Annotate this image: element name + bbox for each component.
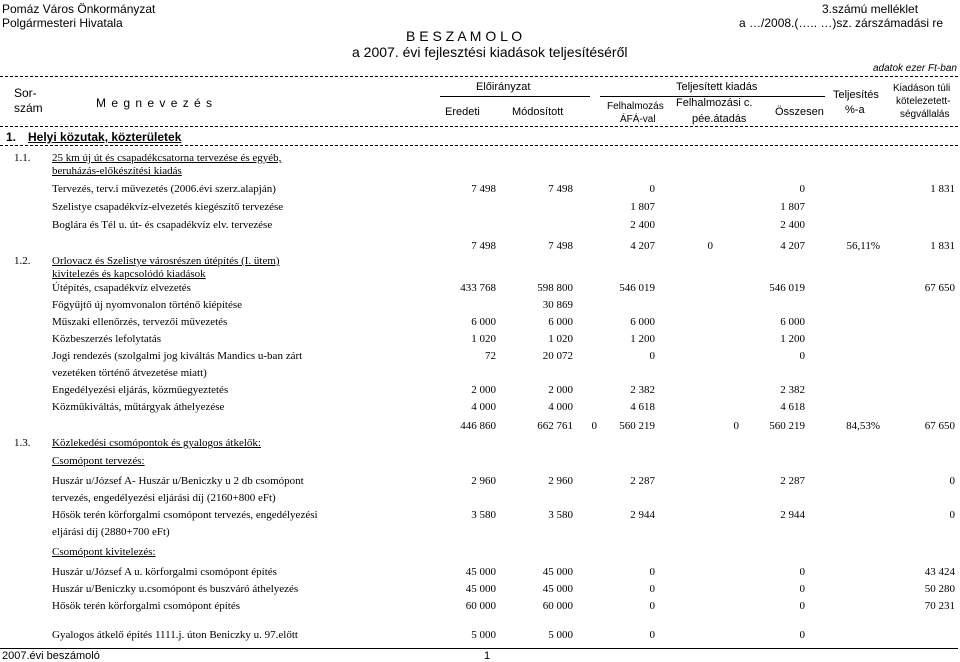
row-value: 45 000 <box>542 583 573 595</box>
row-value: 6 000 <box>548 316 573 328</box>
footer-page-number: 1 <box>484 650 491 662</box>
row-value: 4 000 <box>548 401 573 413</box>
col-name: M e g n e v e z é s <box>96 96 214 110</box>
row-label: Hősök terén körforgalmi csomópont építés <box>52 600 240 612</box>
row-label: Tervezés, terv.i művezetés (2006.évi szerz.alapján) <box>52 183 276 195</box>
col-felhalmozas-afa-2: ÁFÁ-val <box>620 114 656 125</box>
col-felhalmozasi-pe: Felhalmozási c. <box>676 97 753 109</box>
row-label: Gyalogos átkelő építés 1111.j. úton Beniczky u. 97.előtt <box>52 629 298 641</box>
row-value: 7 498 <box>471 183 496 195</box>
row-value: 2 382 <box>780 384 805 396</box>
col-eloiranyzat: Előirányzat <box>476 81 531 93</box>
row-value: 67 650 <box>924 282 955 294</box>
row-value: 20 072 <box>542 350 573 362</box>
col-felhalmozas-afa: Felhalmozás <box>607 101 664 112</box>
col-kotelezettseg: kötelezetett- <box>896 96 951 107</box>
row-label: Boglára és Tél u. út- és csapadékvíz elv. tervezése <box>52 219 273 231</box>
row-value: 2 400 <box>780 219 805 231</box>
row-value: 1 807 <box>780 201 805 213</box>
row-label: eljárási díj (2880+700 eFt) <box>52 526 170 538</box>
section-num: 1. <box>6 130 17 144</box>
row-value: 50 280 <box>924 583 955 595</box>
row-label: Közbeszerzés lefolytatás <box>52 333 162 345</box>
col-modositott: Módosított <box>512 106 564 118</box>
row-value: 7 498 <box>548 240 573 252</box>
row-value: 0 <box>799 183 805 195</box>
col-sor: Sor- <box>14 86 37 100</box>
row-value: 60 000 <box>465 600 496 612</box>
row-value: 0 <box>733 420 739 432</box>
row-number: 1.1. <box>14 152 31 164</box>
row-value: 45 000 <box>465 583 496 595</box>
row-value: 1 831 <box>930 183 955 195</box>
row-value: 2 000 <box>548 384 573 396</box>
row-value: 0 <box>649 583 655 595</box>
row-value: 2 400 <box>630 219 655 231</box>
row-label: Csomópont tervezés: <box>52 455 145 467</box>
row-label: Műszaki ellenőrzés, tervezői művezetés <box>52 316 228 328</box>
row-label: Huszár u/József A- Huszár u/Beniczky u 2 db csomópont <box>52 475 304 487</box>
row-value: 1 807 <box>630 201 655 213</box>
row-value: 0 <box>649 629 655 641</box>
row-label: 25 km új út és csapadékcsatorna tervezése és egyéb, <box>52 152 282 164</box>
row-value: 0 <box>707 240 713 252</box>
row-value: 0 <box>799 566 805 578</box>
row-value: 0 <box>799 350 805 362</box>
row-value: 67 650 <box>924 420 955 432</box>
row-value: 446 860 <box>460 420 496 432</box>
row-label: Orlovacz és Szelistye városrészen útépítés (I. ütem) <box>52 255 280 267</box>
col-teljesites: Teljesítés <box>833 89 879 101</box>
row-value: 45 000 <box>465 566 496 578</box>
row-value: 5 000 <box>471 629 496 641</box>
col-osszesen: Összesen <box>775 106 824 118</box>
header-mid-rule <box>0 126 958 127</box>
row-label: kivitelezés és kapcsolódó kiadások <box>52 268 206 280</box>
col-teljesites-pct: %-a <box>845 104 865 116</box>
col-szam: szám <box>14 101 43 115</box>
row-value: 0 <box>949 475 955 487</box>
header-bottom-rule <box>0 145 958 146</box>
row-label: Főgyűjtő új nyomvonalon történő kiépítése <box>52 299 243 311</box>
row-number: 1.3. <box>14 437 31 449</box>
row-value: 1 200 <box>780 333 805 345</box>
units-note: adatok ezer Ft-ban <box>873 63 957 74</box>
row-value: 60 000 <box>542 600 573 612</box>
org-office: Polgármesteri Hivatala <box>2 16 123 30</box>
row-label: Huszár u/Beniczky u.csomópont és buszváró áthelyezés <box>52 583 299 595</box>
row-label: Huszár u/József A u. körforgalmi csomópont építés <box>52 566 277 578</box>
row-value: 4 207 <box>780 240 805 252</box>
col-eredeti: Eredeti <box>445 106 480 118</box>
row-value: 30 869 <box>542 299 573 311</box>
row-value: 7 498 <box>548 183 573 195</box>
doc-title: B E S Z A M O L O <box>406 28 523 44</box>
row-label: tervezés, engedélyezési eljárási díj (2160+800 eFt) <box>52 492 276 504</box>
row-label: Hősök terén körforgalmi csomópont tervezés, engedélyezési <box>52 509 318 521</box>
row-value: 4 618 <box>630 401 655 413</box>
row-value: 4 618 <box>780 401 805 413</box>
row-value: 72 <box>485 350 496 362</box>
row-label: beruházás-előkészítési kiadás <box>52 165 182 177</box>
header-top-rule <box>0 76 958 77</box>
row-value: 4 000 <box>471 401 496 413</box>
row-value: 1 020 <box>548 333 573 345</box>
reference-label: a …/2008.(….. …)sz. zárszámadási re <box>739 16 944 30</box>
row-value: 3 580 <box>471 509 496 521</box>
annex-label: 3.számú melléklet <box>822 2 919 16</box>
row-value: 546 019 <box>619 282 655 294</box>
row-value: 0 <box>799 629 805 641</box>
row-value: 2 382 <box>630 384 655 396</box>
row-value: 7 498 <box>471 240 496 252</box>
footer-rule <box>0 648 958 649</box>
section-title: Helyi közutak, közterületek <box>28 130 182 144</box>
row-value: 433 768 <box>460 282 496 294</box>
row-value: 56,11% <box>846 240 880 252</box>
row-value: 2 000 <box>471 384 496 396</box>
row-label: Szelistye csapadékvíz-elvezetés kiegészítő tervezése <box>52 201 284 213</box>
row-value: 6 000 <box>471 316 496 328</box>
footer-title: 2007.évi beszámoló <box>2 650 100 662</box>
row-label: Jogi rendezés (szolgalmi jog kiváltás Mandics u-ban zárt <box>52 350 303 362</box>
row-value: 1 831 <box>930 240 955 252</box>
row-value: 0 <box>591 420 597 432</box>
col-kotelezettseg-2: ségvállalás <box>900 109 950 120</box>
row-value: 560 219 <box>769 420 805 432</box>
row-value: 5 000 <box>548 629 573 641</box>
row-value: 4 207 <box>630 240 655 252</box>
row-value: 598 800 <box>537 282 573 294</box>
row-label: Közlekedési csomópontok és gyalogos átkelők: <box>52 437 261 449</box>
row-value: 2 944 <box>780 509 805 521</box>
row-value: 43 424 <box>924 566 955 578</box>
row-value: 0 <box>649 600 655 612</box>
row-value: 662 761 <box>537 420 573 432</box>
row-value: 6 000 <box>780 316 805 328</box>
row-label: Engedélyezési eljárás, közműegyeztetés <box>52 384 229 396</box>
col-kiadason-tuli: Kiadáson túli <box>893 83 951 94</box>
row-value: 6 000 <box>630 316 655 328</box>
row-label: Közműkiváltás, műtárgyak áthelyezése <box>52 401 225 413</box>
row-value: 560 219 <box>619 420 655 432</box>
row-value: 1 200 <box>630 333 655 345</box>
eloiranyzat-underline <box>440 96 590 97</box>
row-label: vezetéken történő átvezetése miatt) <box>52 367 207 379</box>
row-value: 0 <box>649 350 655 362</box>
row-value: 70 231 <box>924 600 955 612</box>
row-label: Útépítés, csapadékvíz elvezetés <box>52 282 191 294</box>
row-label: Csomópont kivitelezés: <box>52 546 156 558</box>
row-value: 2 960 <box>548 475 573 487</box>
row-value: 2 287 <box>780 475 805 487</box>
row-value: 0 <box>799 600 805 612</box>
row-value: 2 287 <box>630 475 655 487</box>
col-felhalmozasi-pe-2: pée.átadás <box>692 113 747 125</box>
row-value: 0 <box>649 566 655 578</box>
row-value: 3 580 <box>548 509 573 521</box>
row-value: 0 <box>649 183 655 195</box>
row-value: 0 <box>799 583 805 595</box>
org-name: Pomáz Város Önkormányzat <box>2 2 156 16</box>
col-teljesitett: Teljesített kiadás <box>676 81 758 93</box>
row-value: 1 020 <box>471 333 496 345</box>
row-value: 0 <box>949 509 955 521</box>
row-number: 1.2. <box>14 255 31 267</box>
row-value: 2 960 <box>471 475 496 487</box>
row-value: 2 944 <box>630 509 655 521</box>
row-value: 45 000 <box>542 566 573 578</box>
row-value: 546 019 <box>769 282 805 294</box>
doc-subtitle: a 2007. évi fejlesztési kiadások teljesítéséről <box>352 44 628 60</box>
row-value: 84,53% <box>846 420 880 432</box>
